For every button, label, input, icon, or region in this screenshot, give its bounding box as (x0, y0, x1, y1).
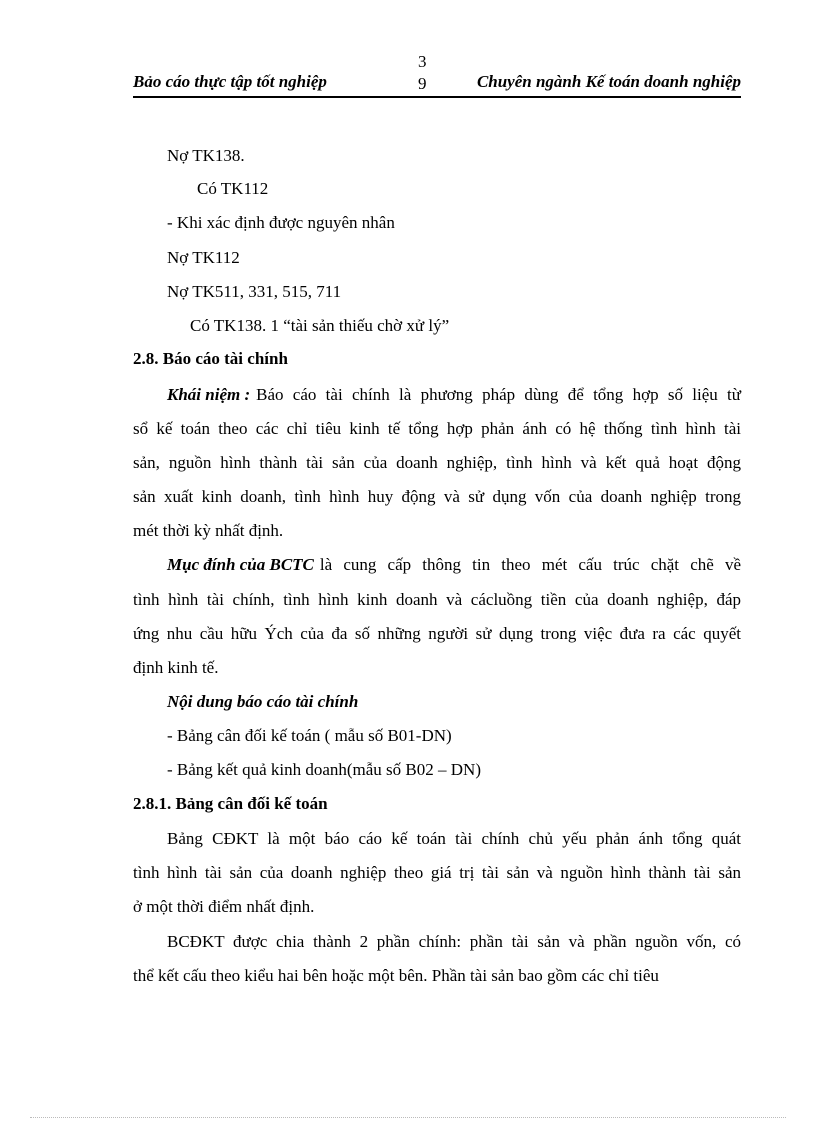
balance-p1-line-1: Bảng CĐKT là một báo cáo kế toán tài chính chủ yếu phản ánh tổng quát (167, 829, 741, 848)
entry-credit-1381: Có TK138. 1 “tài sản thiếu chờ xử lý” (190, 316, 450, 335)
purpose-label: Mục đính của BCTC (167, 555, 314, 574)
page-header (133, 52, 741, 98)
concept-line-1 (167, 383, 741, 407)
page-bottom-border (30, 1117, 786, 1118)
entry-debit-112: Nợ TK112 (167, 248, 240, 267)
concept-label: Khái niệm : (167, 385, 251, 404)
concept-line-5: mét thời kỳ nhất định. (133, 521, 284, 540)
header-major: Chuyên ngành Kế toán doanh nghiệp (476, 72, 741, 91)
purpose-text-1: là cung cấp thông tin theo mét cấu trúc chặt chẽ về (319, 555, 741, 574)
content-item-b01: - Bảng cân đối kế toán ( mẫu số B01-DN) (167, 726, 452, 745)
purpose-line-4: định kinh tế. (133, 658, 219, 677)
section-heading-2-8: 2.8. Báo cáo tài chính (133, 349, 288, 368)
concept-line-2: sổ kế toán theo các chỉ tiêu kinh tế tổng hợp phản ánh có hệ thống tình hình tài (133, 419, 741, 438)
section-heading-2-8-1: 2.8.1. Bảng cân đối kế toán (133, 794, 328, 813)
entry-cause-note: - Khi xác định được nguyên nhân (167, 213, 395, 232)
balance-p2-line-1: BCĐKT được chia thành 2 phần chính: phần tài sản và phần nguồn vốn, có (167, 932, 741, 951)
purpose-line-1 (167, 553, 741, 577)
entry-debit-138: Nợ TK138. (167, 146, 245, 165)
concept-line-3: sản, nguồn hình thành tài sản của doanh nghiệp, tình hình và kết quả hoạt động (133, 453, 741, 472)
purpose-line-2: tình hình tài chính, tình hình kinh doanh và cácluồng tiền của doanh nghiệp, đáp (133, 590, 741, 609)
concept-line-4: sản xuất kinh doanh, tình hình huy động và sử dụng vốn của doanh nghiệp trong (133, 487, 741, 506)
balance-p2-line-2: thể kết cấu theo kiểu hai bên hoặc một bên. Phần tài sản bao gồm các chỉ tiêu (133, 966, 659, 985)
balance-p1-line-2: tình hình tài sản của doanh nghiệp theo giá trị tài sản và nguồn hình thành tài sản (133, 863, 741, 882)
purpose-line-3: ứng nhu cầu hữu Ých của đa số những người sử dụng trong việc đưa ra các quyết (133, 624, 741, 643)
entry-credit-112: Có TK112 (197, 179, 269, 198)
content-heading: Nội dung báo cáo tài chính (167, 692, 359, 711)
page-number-bottom: 9 (418, 74, 427, 93)
page-number-top: 3 (418, 52, 427, 71)
concept-text-1: Báo cáo tài chính là phương pháp dùng để tổng hợp số liệu từ (256, 385, 741, 404)
header-report-title: Bảo cáo thực tập tốt nghiệp (133, 72, 327, 91)
balance-p1-line-3: ở một thời điểm nhất định. (133, 897, 315, 916)
entry-debit-511: Nợ TK511, 331, 515, 711 (167, 282, 342, 301)
content-item-b02: - Bảng kết quả kinh doanh(mẫu số B02 – DN) (167, 760, 481, 779)
